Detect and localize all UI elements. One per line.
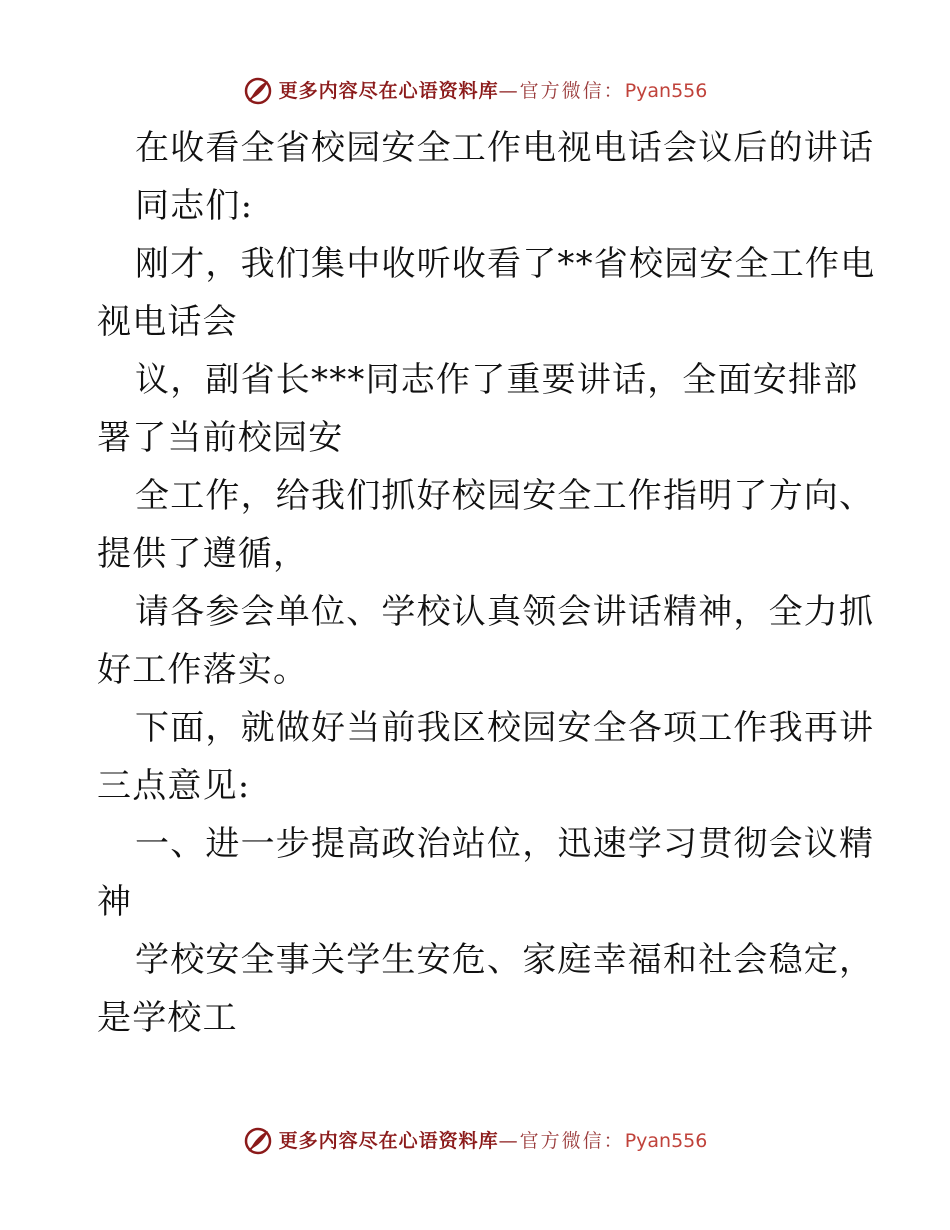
watermark-footer [0,1126,950,1156]
paragraph-line: 下面，就做好当前我区校园安全各项工作我再讲 [135,708,875,748]
watermark-dash: — [498,1130,518,1152]
paragraph-line: 署了当前校园安 [97,418,344,458]
paragraph-line: 议，副省长***同志作了重要讲话，全面安排部 [135,360,859,400]
watermark-wechat-id: Pyan556 [624,80,708,102]
document-body [97,119,876,1047]
paragraph-line: 全工作，给我们抓好校园安全工作指明了方向、 [135,476,875,516]
watermark-wechat-id: Pyan556 [624,1130,708,1152]
feather-logo-icon [243,1126,273,1156]
paragraph-line: 好工作落实。 [97,650,309,690]
watermark-dash: — [498,80,518,102]
watermark-site-name: 更多内容尽在心语资料库 [278,1130,499,1152]
paragraph-line: 三点意见: [97,766,251,806]
paragraph-line: 学校安全事关学生安危、家庭幸福和社会稳定， [135,940,875,980]
section-heading-cont: 神 [97,882,133,922]
document-title: 在收看全省校园安全工作电视电话会议后的讲话 [135,128,875,168]
feather-logo-icon [243,76,273,106]
watermark-site-name: 更多内容尽在心语资料库 [278,80,499,102]
section-heading: 一、进一步提高政治站位，迅速学习贯彻会议精 [135,824,875,864]
paragraph-line: 是学校工 [97,998,238,1038]
watermark-wechat-label: 官方微信： [519,80,625,102]
watermark-header [0,76,950,106]
paragraph-line: 视电话会 [97,302,238,342]
watermark-wechat-label: 官方微信： [519,1130,625,1152]
paragraph-line: 请各参会单位、学校认真领会讲话精神，全力抓 [135,592,875,632]
paragraph-line: 刚才，我们集中收听收看了**省校园安全工作电 [135,244,876,284]
salutation: 同志们: [135,186,254,226]
paragraph-line: 提供了遵循， [97,534,309,574]
